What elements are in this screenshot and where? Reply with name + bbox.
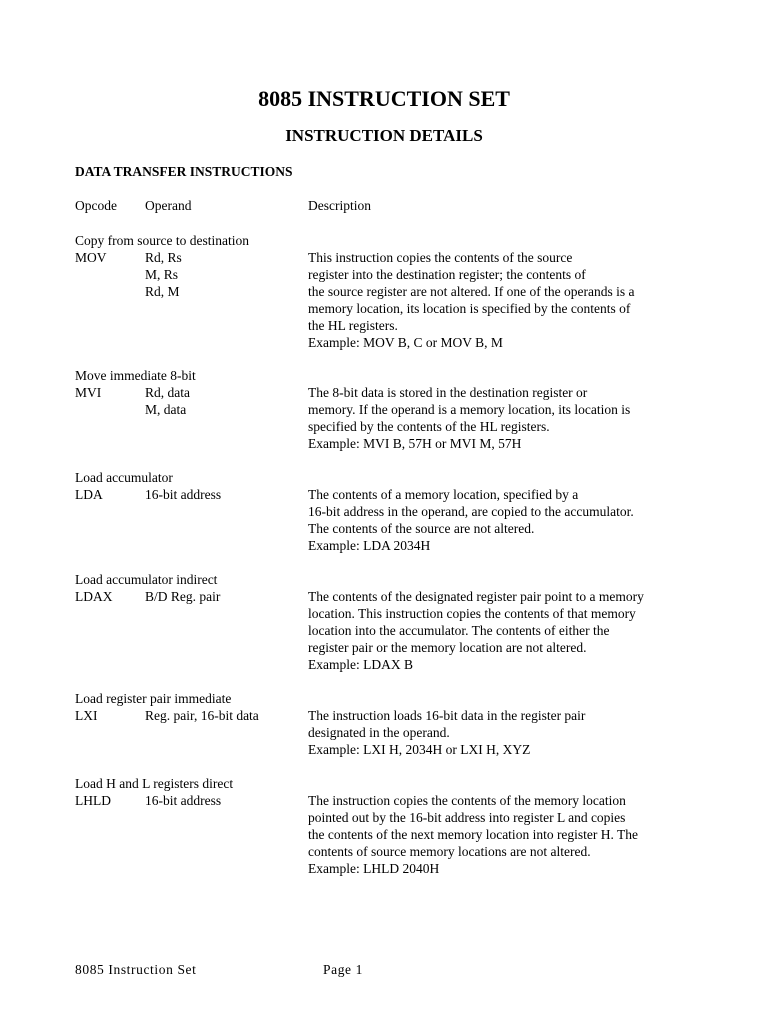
description-line: This instruction copies the contents of the source <box>308 250 573 265</box>
operand: Rd, M <box>145 284 180 299</box>
opcode: LDAX <box>75 589 113 604</box>
description-line: The contents of the designated register pair point to a memory <box>308 589 644 604</box>
instruction-description <box>308 792 697 877</box>
instruction-group-label: Load accumulator indirect <box>75 572 218 587</box>
page-subtitle: INSTRUCTION DETAILS <box>285 126 483 145</box>
instruction-description <box>308 588 697 673</box>
description-line: the source register are not altered. If one of the operands is a <box>308 284 635 299</box>
description-line: register pair or the memory location are not altered. <box>308 640 587 655</box>
column-header-description: Description <box>308 198 371 213</box>
opcode: MVI <box>75 385 102 400</box>
description-line: pointed out by the 16-bit address into register L and copies <box>308 810 626 825</box>
footer-page-number: Page 1 <box>323 962 363 977</box>
instruction-group-label: Move immediate 8-bit <box>75 368 196 383</box>
opcode: LXI <box>75 708 98 723</box>
description-line: Example: LDA 2034H <box>308 538 431 553</box>
description-line: the contents of the next memory location into register H. The <box>308 827 639 842</box>
description-line: The instruction loads 16-bit data in the register pair <box>308 708 586 723</box>
instruction-description <box>308 249 697 351</box>
instruction-group-label: Copy from source to destination <box>75 233 249 248</box>
description-line: Example: MOV B, C or MOV B, M <box>308 335 503 350</box>
operand: 16-bit address <box>145 487 222 502</box>
description-line: Example: LXI H, 2034H or LXI H, XYZ <box>308 742 531 757</box>
description-line: location into the accumulator. The contents of either the <box>308 623 610 638</box>
column-header-opcode: Opcode <box>75 198 117 213</box>
operand: Reg. pair, 16-bit data <box>145 708 259 723</box>
operand: M, Rs <box>145 267 179 282</box>
description-line: 16-bit address in the operand, are copied to the accumulator. <box>308 504 634 519</box>
instruction-description <box>308 384 697 452</box>
description-line: Example: LHLD 2040H <box>308 861 440 876</box>
description-line: Example: LDAX B <box>308 657 413 672</box>
instruction-group-label: Load register pair immediate <box>75 691 232 706</box>
operand: 16-bit address <box>145 793 222 808</box>
description-line: memory location, its location is specified by the contents of <box>308 301 631 316</box>
description-line: location. This instruction copies the contents of that memory <box>308 606 636 621</box>
description-line: Example: MVI B, 57H or MVI M, 57H <box>308 436 522 451</box>
description-line: The instruction copies the contents of the memory location <box>308 793 626 808</box>
description-line: designated in the operand. <box>308 725 450 740</box>
description-line: specified by the contents of the HL registers. <box>308 419 550 434</box>
opcode: LHLD <box>75 793 111 808</box>
instruction-description <box>308 486 697 554</box>
description-line: The contents of the source are not altered. <box>308 521 535 536</box>
operand: B/D Reg. pair <box>145 589 221 604</box>
section-heading: DATA TRANSFER INSTRUCTIONS <box>75 164 293 179</box>
operand: Rd, Rs <box>145 250 182 265</box>
description-line: The contents of a memory location, specified by a <box>308 487 579 502</box>
description-line: register into the destination register; the contents of <box>308 267 586 282</box>
footer-left: 8085 Instruction Set <box>75 962 197 977</box>
instruction-description <box>308 707 697 758</box>
description-line: the HL registers. <box>308 318 398 333</box>
description-line: memory. If the operand is a memory location, its location is <box>308 402 631 417</box>
description-line: The 8-bit data is stored in the destination register or <box>308 385 588 400</box>
description-line: contents of source memory locations are not altered. <box>308 844 591 859</box>
operand: M, data <box>145 402 187 417</box>
page-title: 8085 INSTRUCTION SET <box>258 86 510 111</box>
instruction-group-label: Load H and L registers direct <box>75 776 234 791</box>
opcode: MOV <box>75 250 107 265</box>
instruction-group-label: Load accumulator <box>75 470 173 485</box>
column-header-operand: Operand <box>145 198 192 213</box>
operand: Rd, data <box>145 385 190 400</box>
opcode: LDA <box>75 487 103 502</box>
